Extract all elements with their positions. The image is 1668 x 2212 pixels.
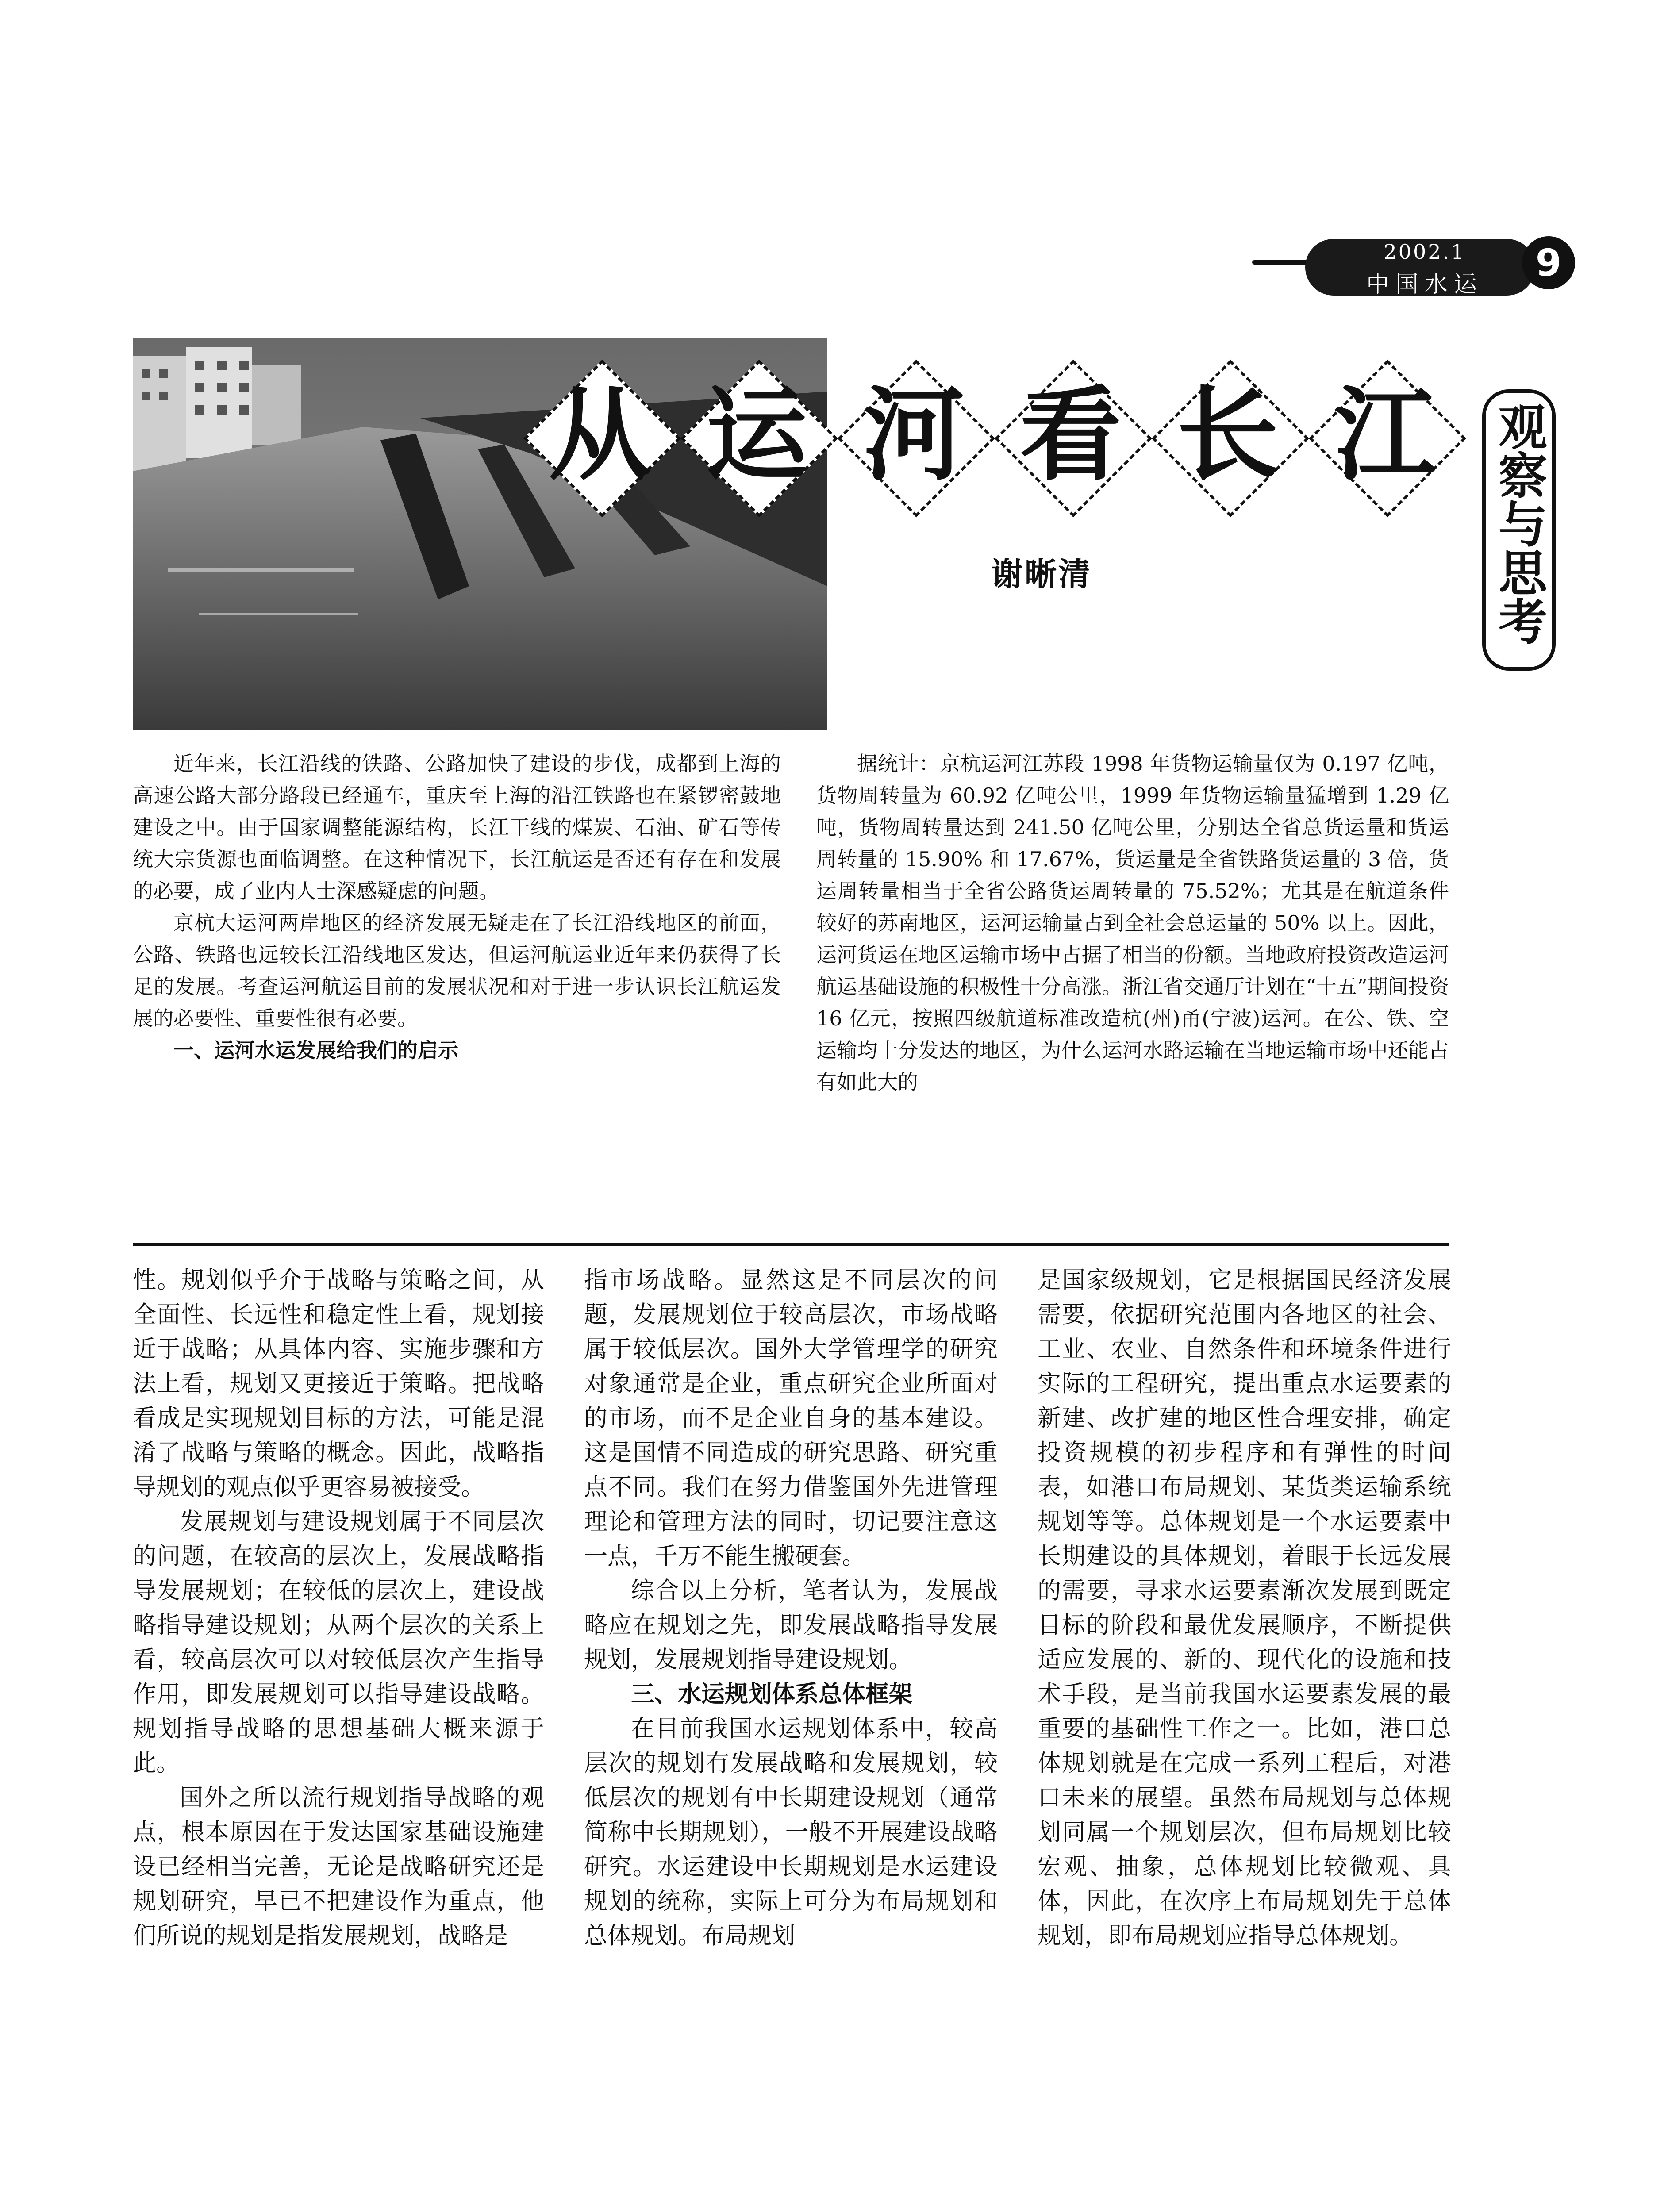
- article-title: [527, 363, 1464, 522]
- section-heading: 一、运河水运发展给我们的启示: [173, 1038, 458, 1062]
- paragraph: 发展规划与建设规划属于不同层次的问题，在较高的层次上，发展战略指导发展规划；在较低的层次上，建设战略指导建设规划；从两个层次的关系上看，较高层次可以对较低层次产生指导作用，即发展规划可以指导建设战略。规划指导战略的思想基础大概来源于此。: [133, 1508, 544, 1777]
- title-char-3: 河: [841, 363, 987, 509]
- paragraph: 综合以上分析，笔者认为，发展战略应在规划之先，即发展战略指导发展规划，发展规划指导建设规划。: [584, 1577, 998, 1673]
- title-char-1: 从: [527, 363, 673, 509]
- section-divider: [133, 1243, 1449, 1246]
- column-tag-label: 观察与思考: [1491, 402, 1547, 645]
- intro-left-column: [133, 748, 781, 1172]
- paragraph: 性。规划似乎介于战略与策略之间，从全面性、长远性和稳定性上看，规划接近于战略；从具体内容、实施步骤和方法上看，规划又更接近于策略。把战略看成是实现规划目标的方法，可能是混淆了战略与策略的概念。因此，战略指导规划的观点似乎更容易被接受。: [133, 1267, 544, 1501]
- section-heading: 三、水运规划体系总体框架: [631, 1681, 912, 1708]
- issue-date: 2002.1: [1384, 240, 1466, 264]
- author-name: 谢晰清: [991, 556, 1092, 593]
- body-column-3: [1038, 1263, 1451, 2170]
- title-char-5: 长: [1155, 363, 1301, 509]
- title-char-4: 看: [998, 363, 1144, 509]
- paragraph: 指市场战略。显然这是不同层次的问题，发展规划位于较高层次，市场战略属于较低层次。国外大学管理学的研究对象通常是企业，重点研究企业所面对的市场，而不是企业自身的基本建设。这是国情不同造成的研究思路、研究重点不同。我们在努力借鉴国外先进管理理论和管理方法的同时，切记要注意这一点，千万不能生搬硬套。: [584, 1267, 998, 1570]
- page-number: 9: [1522, 236, 1575, 289]
- title-char-6: 江: [1312, 363, 1458, 509]
- paragraph: 近年来，长江沿线的铁路、公路加快了建设的步伐，成都到上海的高速公路大部分路段已经通车，重庆至上海的沿江铁路也在紧锣密鼓地建设之中。由于国家调整能源结构，长江干线的煤炭、石油、矿石等传统大宗货源也面临调整。在这种情况下，长江航运是否还有存在和发展的必要，成了业内人士深感疑虑的问题。: [133, 752, 781, 903]
- paragraph: 京杭大运河两岸地区的经济发展无疑走在了长江沿线地区的前面，公路、铁路也远较长江沿线地区发达，但运河航运业近年来仍获得了长足的发展。考查运河航运目前的发展状况和对于进一步认识长江航运发展的必要性、重要性很有必要。: [133, 911, 781, 1030]
- journal-name: 中国水运: [1366, 271, 1483, 298]
- journal-masthead: [1252, 230, 1588, 301]
- paragraph: 是国家级规划，它是根据国民经济发展需要，依据研究范围内各地区的社会、工业、农业、自然条件和环境条件进行实际的工程研究，提出重点水运要素的新建、改扩建的地区性合理安排，确定投资规模的初步程序和有弹性的时间表，如港口布局规划、某货类运输系统规划等等。总体规划是一个水运要素中长期建设的具体规划，着眼于长远发展的需要，寻求水运要素渐次发展到既定目标的阶段和最优发展顺序，不断提供适应发展的、新的、现代化的设施和技术手段，是当前我国水运要素发展的最重要的基础性工作之一。比如，港口总体规划就是在完成一系列工程后，对港口未来的展望。虽然布局规划与总体规划同属一个规划层次，但布局规划比较宏观、抽象，总体规划比较微观、具体，因此，在次序上布局规划先于总体规划，即布局规划应指导总体规划。: [1038, 1267, 1451, 1949]
- intro-right-column: [816, 748, 1449, 1172]
- paragraph: 在目前我国水运规划体系中，较高层次的规划有发展战略和发展规划，较低层次的规划有中长期建设规划（通常简称中长期规划），一般不开展建设战略研究。水运建设中长期规划是水运建设规划的统称，实际上可分为布局规划和总体规划。布局规划: [584, 1715, 998, 1949]
- paragraph: 国外之所以流行规划指导战略的观点，根本原因在于发达国家基础设施建设已经相当完善，无论是战略研究还是规划研究，早已不把建设作为重点，他们所说的规划是指发展规划，战略是: [133, 1784, 544, 1949]
- paragraph: 据统计：京杭运河江苏段 1998 年货物运输量仅为 0.197 亿吨，货物周转量为 60.92 亿吨公里，1999 年货物运输量猛增到 1.29 亿吨，货物周转量达到 241.50 亿吨公里，分别达全省总货运量和货运周转量的 15.90% 和 17.67%，货运量是全省铁路货运量的 3 倍，货运周转量相当于全省公路货运周转量的 75.52%；尤其是在航道条件较好的苏南地区，运河运输量占到全社会总运量的 50% 以上。因此，运河货运在地区运输市场中占据了相当的份额。当地政府投资改造运河航运基础设施的积极性十分高涨。浙江省交通厅计划在“十五”期间投资 16 亿元，按照四级航道标准改造杭(州)甬(宁波)运河。在公、铁、空运输均十分发达的地区，为什么运河水路运输在当地运输市场中还能占有如此大的: [816, 752, 1449, 1094]
- body-column-2: [584, 1263, 998, 2170]
- title-char-2: 运: [684, 363, 830, 509]
- body-column-1: [133, 1263, 544, 2170]
- column-tag: [1482, 389, 1556, 671]
